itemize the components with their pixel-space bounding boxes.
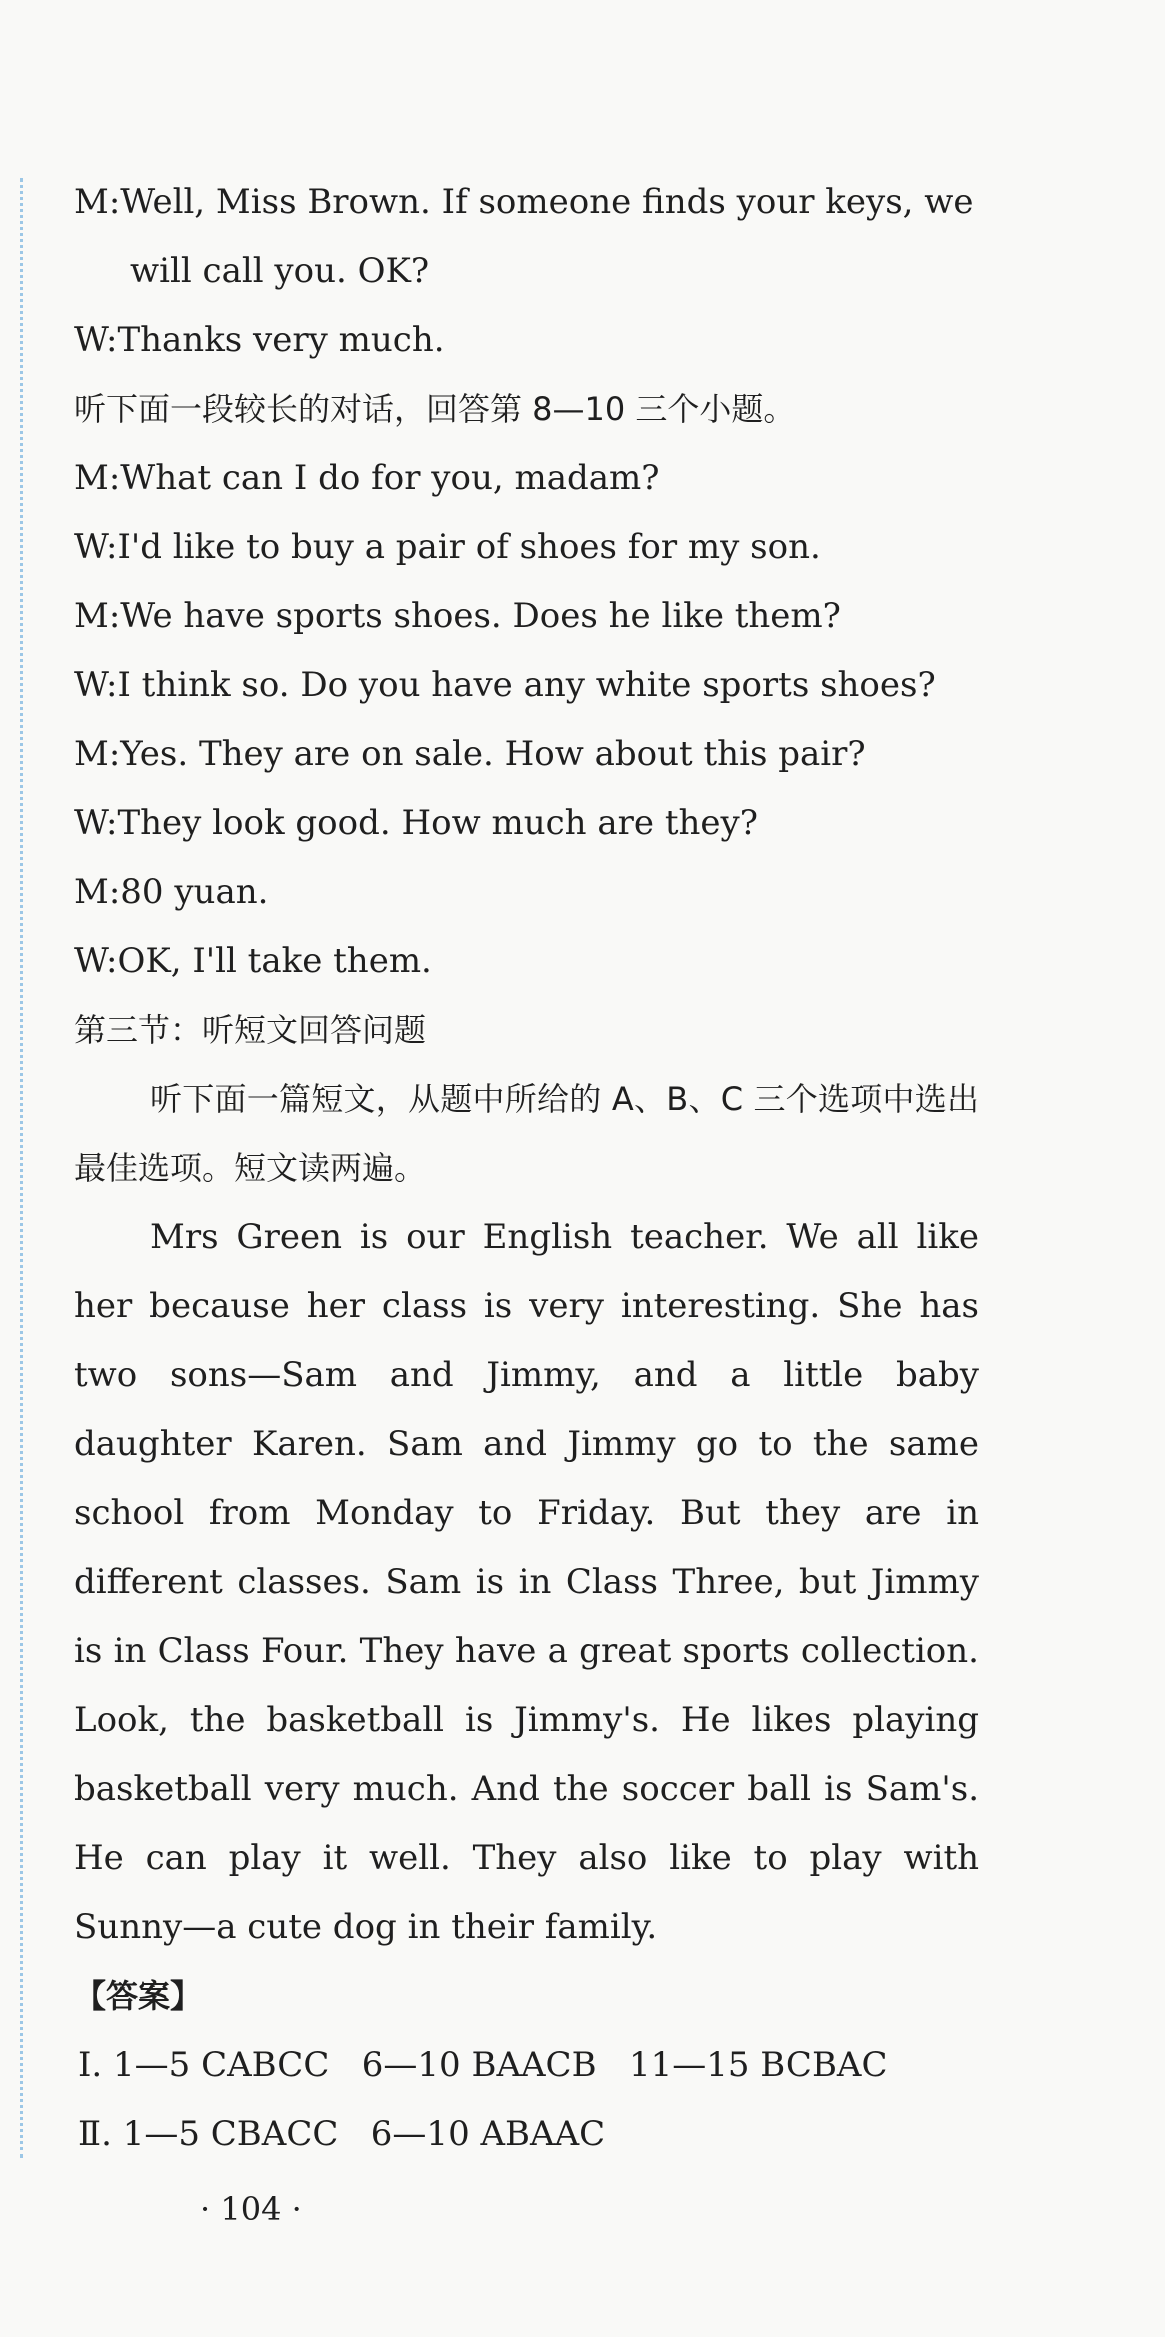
- answers-title: 【答案】: [74, 1977, 203, 2015]
- dialogue-line: W:Thanks very much.: [74, 320, 445, 360]
- margin-decoration-line: [20, 178, 31, 2158]
- page-number: · 104 ·: [200, 2190, 302, 2228]
- dialogue-line: W:I'd like to buy a pair of shoes for my son.: [74, 527, 821, 567]
- dialogue-line: M:What can I do for you, madam?: [74, 458, 660, 498]
- dialogue-line: W:I think so. Do you have any white sports shoes?: [74, 665, 936, 705]
- listening-passage: Mrs Green is our English teacher. We all like her because her class is very interesting. She has two sons—Sam and Jimmy, and a little baby daughter Karen. Sam and Jimmy go to the same school from Monday to Friday. But they are in different classes. Sam is in Class Three, but Jimmy is in Class Four. They have a great sports collection. Look, the basketball is Jimmy's. He likes playing basketball very much. And the soccer ball is Sam's. He can play it well. They also like to play with Sunny—a cute dog in their family.: [74, 1217, 979, 1947]
- dialogue-line: M:Well, Miss Brown. If someone finds your keys, we: [74, 182, 974, 222]
- section3-instruction: 听下面一篇短文，从题中所给的 A、B、C 三个选项中选出最佳选项。短文读两遍。: [74, 1080, 979, 1187]
- dialogue-line: W:They look good. How much are they?: [74, 803, 758, 843]
- dialogue-line: M:Yes. They are on sale. How about this pair?: [74, 734, 866, 774]
- answer-line-part1: Ⅰ. 1—5 CABCC 6—10 BAACB 11—15 BCBAC: [78, 2045, 888, 2085]
- instruction-8-10: 听下面一段较长的对话，回答第 8—10 三个小题。: [74, 390, 796, 428]
- dialogue-line: M:80 yuan.: [74, 872, 269, 912]
- section3-title: 第三节：听短文回答问题: [74, 1011, 427, 1049]
- page-content: [74, 168, 979, 2169]
- answer-line-part2: Ⅱ. 1—5 CBACC 6—10 ABAAC: [78, 2114, 606, 2154]
- dialogue-line-continuation: will call you. OK?: [130, 251, 430, 291]
- dialogue-line: W:OK, I'll take them.: [74, 941, 432, 981]
- dialogue-line: M:We have sports shoes. Does he like them?: [74, 596, 841, 636]
